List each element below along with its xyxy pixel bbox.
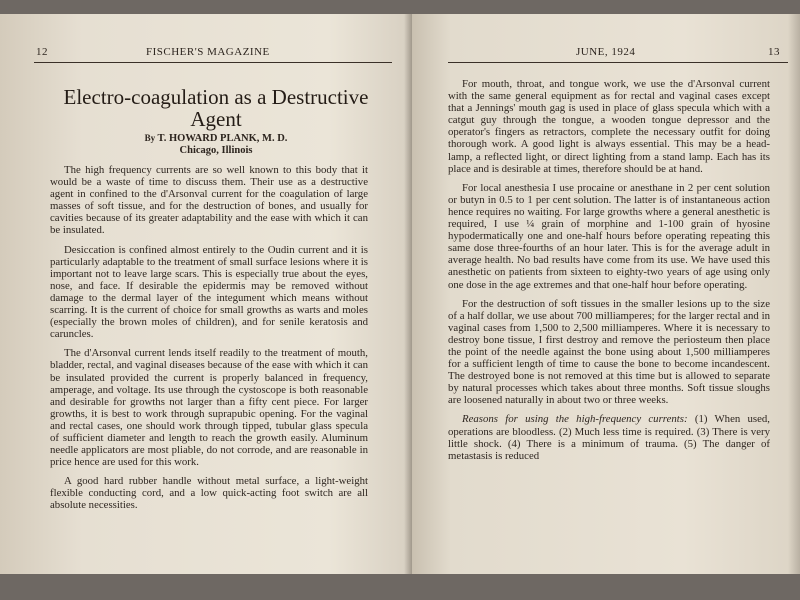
author-name: T. HOWARD PLANK, M. D. [157,133,288,144]
author-location: Chicago, Illinois [179,145,253,156]
right-body-text [448,78,770,469]
paragraph: For mouth, throat, and tongue work, we use the d'Arsonval current with the same general equipment as for rectal and vaginal cases except that a Jennings' mouth gag is used in place of glass specula which with a catgut guy through the tongue, a wooden tongue depressor and the operator's fingers as retractors, complete the necessary outfit for doing thorough work. A good light is always essential. This may be a head-lamp, a reflected light, or direct lighting from a stand lamp. Each has its place and is desirable at times, therefore should be at hand. [448,78,770,175]
reasons-paragraph [448,413,770,461]
paragraph: For local anesthesia I use procaine or anesthane in 2 per cent solution or butyn in 0.5 to 1 per cent solution. The latter is of instantaneous action hence requires no waiting. For large growths where a general anesthetic is required, I use ¼ grain of morphine and 1-100 grain of hyosine hypodermatically one and one-half hours before operating repeating this same dose three-fourths of an hour later. This is for the average adult in average health. No bad results have come from its use. We have used this anesthetic on patients from sixteen to eighty-two years of age using only one dose in the age extremes and that one-half hour before operating. [448,181,770,291]
paragraph: For the destruction of soft tissues in the smaller lesions up to the size of a half dollar, we use about 700 milliamperes; for the larger rectal and in vaginal cases from 1,500 to 2,500 milliamperes. Where it is necessary to destroy bone tissue, I first destroy and remove the periosteum then place the point of the needle against the bone using about 1,500 milliamperes for a sufficient length of time to cause the bone to become incandescent. The destroyed bone is not removed at this time but is allowed to separate by natural processes which takes about three months. Soft tissue sloughs are loosened naturally in about two or three weeks. [448,297,770,407]
left-body-text [50,164,368,519]
article-title [48,86,384,130]
reasons-text: (1) When used, operations are bloodless. (2) Much less time is required. (3) There is very little shock. (4) There is a minimum of trauma. (5) The danger of metastasis is reduced [448,413,771,462]
paragraph: Desiccation is confined almost entirely to the Oudin current and it is particularly adaptable to the treatment of small surface lesions where it is important not to leave large scars. This is especially true about the eyes, nose, and face. If desirable the epidermis may be removed without damage to the dermal layer of the integument which means without scarring. It is the current of choice for small growths as warts and moles (especially the brown moles of children), and for senile keratosis and caruncles. [50,243,368,341]
right-page-number: 13 [768,46,780,58]
right-page [412,14,800,574]
paragraph: The high frequency currents are so well known to this body that it would be a waste of time to discuss them. Their use as a destructive agent in confined to the d'Arsonval current for the coagulation of large masses of soft tissue, and for the destruction of bones, and usually for cavities because of its greater adaptability and the ease with which it can be insulated. [50,164,368,237]
left-header-rule [34,62,392,63]
paragraph: The d'Arsonval current lends itself readily to the treatment of mouth, bladder, rectal, and vaginal diseases because of the ease with which it can be insulated provided the current is properly balanced in frequency, amperage, and voltage. Its use through the cystoscope is both reasonable and desirable for growths not larger than a fifty cent piece. For larger growths, it is best to work through suprapubic opening. For the vaginal and rectal cases, one should work through tipped, tubular glass specula of sufficient diameter and length to reach the growth easily. Aluminum needle applicators are most pliable, do not corrode, and are reasonable in price hence are used for this work. [50,347,368,469]
reasons-heading: Reasons for using the high-frequency currents: [462,413,688,426]
left-page [0,14,412,574]
left-running-head: FISCHER'S MAGAZINE [146,46,270,58]
paragraph: A good hard rubber handle without metal surface, a light-weight flexible conducting cord, and a low quick-acting foot switch are all absolute necessities. [50,475,368,512]
left-page-number: 12 [36,46,48,58]
right-header-rule [448,62,788,63]
right-edge-shadow [788,14,800,574]
article-title-line1: Electro-coagulation as a Destructive [63,85,369,109]
right-running-head: JUNE, 1924 [576,46,636,58]
byline [48,132,384,157]
article-title-line2: Agent [190,107,242,131]
byline-prefix: By [144,133,156,143]
